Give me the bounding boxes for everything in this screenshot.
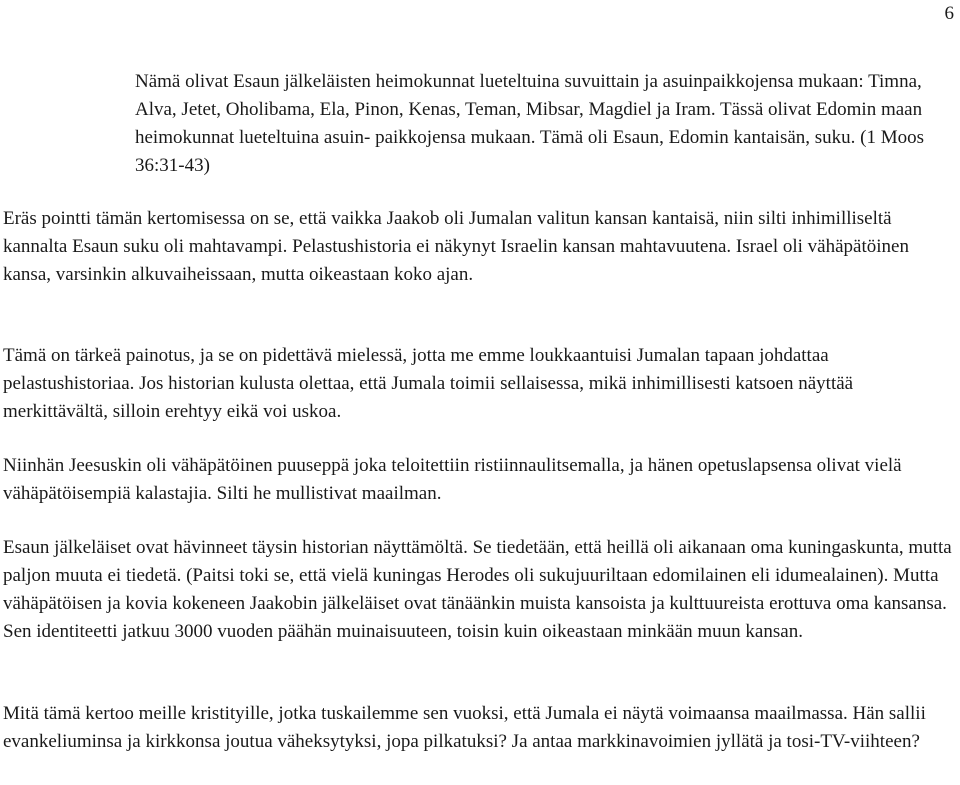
page-number: 6 bbox=[944, 3, 954, 24]
bible-quote-paragraph: Nämä olivat Esaun jälkeläisten heimokunnat lueteltuina suvuittain ja asuinpaikkojensa mukaan: Timna, Alva, Jetet, Oholibama, Ela, Pinon, Kenas, Teman, Mibsar, Magdiel ja Iram. Tässä olivat Edomin maan heimokunnat lueteltuina asuin- paikkojensa mukaan. Tämä oli Esaun, Edomin kantaisän, suku. (1 Moos 36:31-43) bbox=[135, 71, 925, 176]
body-paragraph-1: Eräs pointti tämän kertomisessa on se, että vaikka Jaakob oli Jumalan valitun kansan kantaisä, niin silti inhimilliseltä kannalta Esaun suku oli mahtavampi. Pelastushistoria ei näkynyt Israelin kansan mahtavuutena. Israel oli vähäpätöinen kansa, varsinkin alkuvaiheissaan, mutta oikeastaan koko ajan. bbox=[3, 208, 909, 285]
body-paragraph-5: Mitä tämä kertoo meille kristityille, jotka tuskailemme sen vuoksi, että Jumala ei näytä voimaansa maailmassa. Hän sallii evankeliuminsa ja kirkkonsa joutua väheksytyksi, jopa pilkatuksi? Ja antaa markkinavoimien jyllätä ja tosi-TV-viihteen? bbox=[3, 703, 926, 752]
body-paragraph-4: Esaun jälkeläiset ovat hävinneet täysin historian näyttämöltä. Se tiedetään, että heillä oli aikanaan oma kuningaskunta, mutta paljon muuta ei tiedetä. (Paitsi toki se, että vielä kuningas Herodes oli sukujuuriltaan edomilainen eli idumealainen). Mutta vähäpätöisen ja kovia kokeneen Jaakobin jälkeläiset ovat tänäänkin muista kansoista ja kulttuureista erottuva oma kansansa. Sen identiteetti jatkuu 3000 vuoden päähän muinaisuuteen, toisin kuin oikeastaan minkään muun kansan. bbox=[3, 537, 952, 642]
body-paragraph-2: Tämä on tärkeä painotus, ja se on pidettävä mielessä, jotta me emme loukkaantuisi Jumalan tapaan johdattaa pelastushistoriaa. Jos historian kulusta olettaa, että Jumala toimii sellaisessa, mikä inhimillisesti katsoen näyttää merkittävältä, silloin erehtyy eikä voi uskoa. bbox=[3, 345, 854, 422]
body-paragraph-3: Niinhän Jeesuskin oli vähäpätöinen puuseppä joka teloitettiin ristiinnaulitsemalla, ja hänen opetuslapsensa olivat vielä vähäpätöisempiä kalastajia. Silti he mullistivat maailman. bbox=[3, 455, 902, 504]
